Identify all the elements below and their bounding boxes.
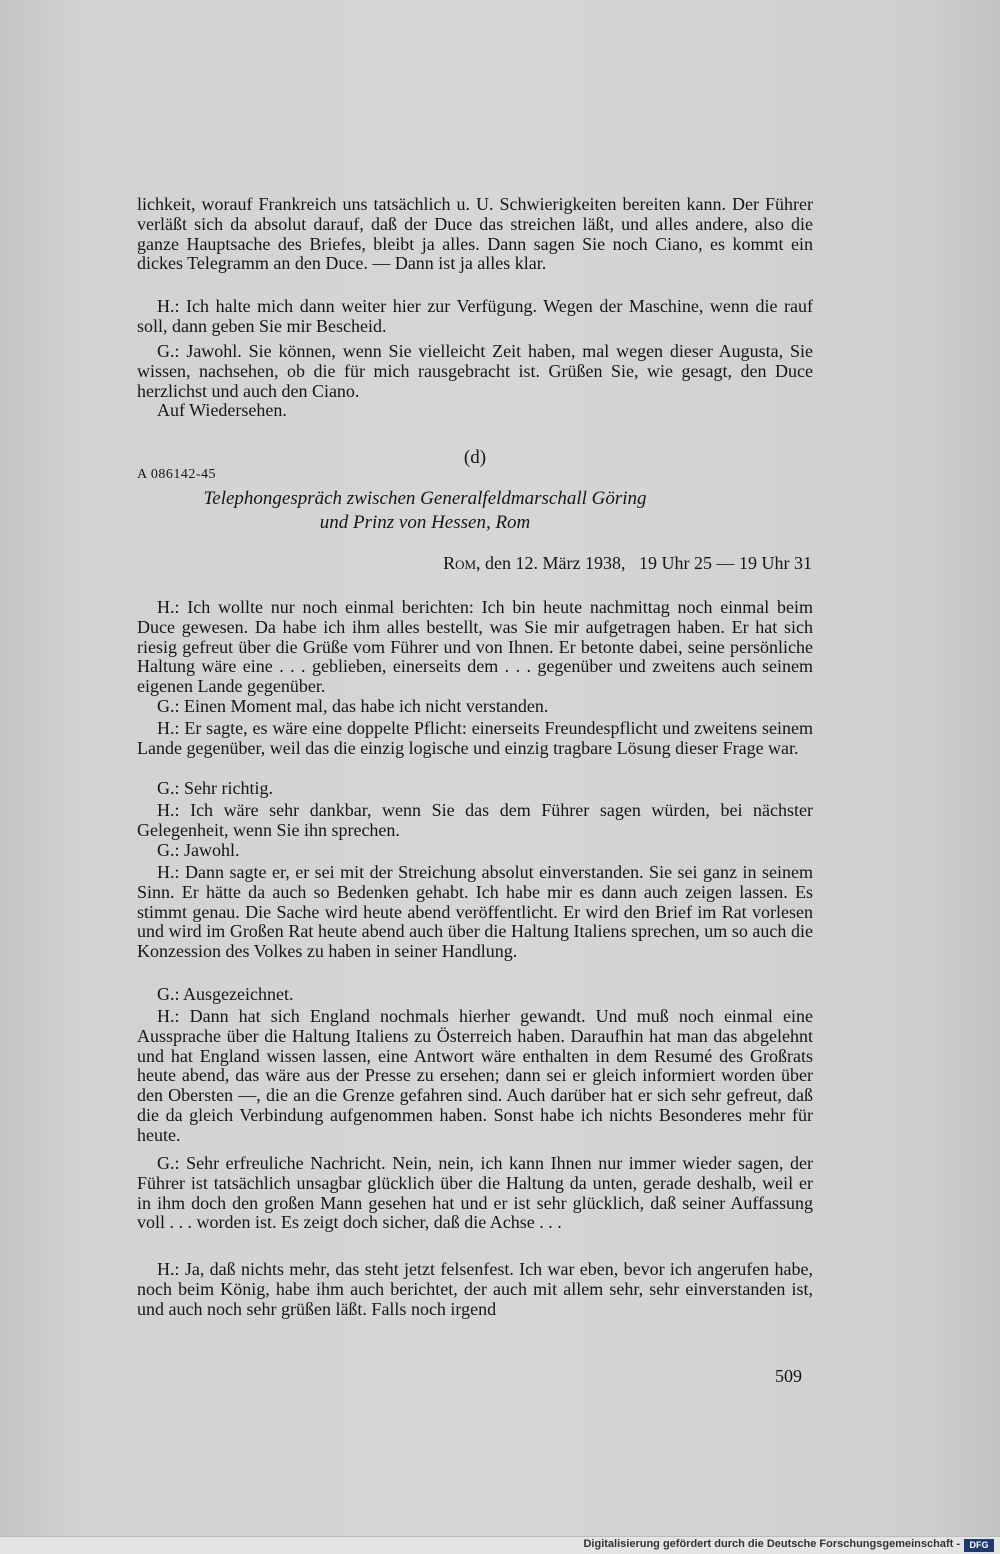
dateline-date-time: den 12. März 1938, 19 Uhr 25 — 19 Uhr 31	[480, 553, 812, 573]
digitization-footer	[0, 1536, 1000, 1554]
paragraph-dialogue: H.: Dann sagte er, er sei mit der Streichung absolut einverstanden. Sie sei ganz in seinem Sinn. Er hätte da auch so Bedenken gehabt. Ich habe mir es dann auch zeigen lassen. Es stimmt genau. Die Sache wird heute abend veröffentlicht. Er wird den Brief im Rat vorlesen und wird im Großen Rat heute abend auch über die Haltung Italiens sprechen, um so auch die Konzession des Volkes zu haben in seiner Handlung.	[137, 862, 813, 962]
title-line-1: Telephongespräch zwischen Generalfeldmarschall Göring	[203, 488, 647, 509]
title-line-2: und Prinz von Hessen, Rom	[319, 512, 531, 533]
paragraph-dialogue: H.: Ich wäre sehr dankbar, wenn Sie das dem Führer sagen würden, bei nächster Gelegenheit, wenn Sie ihn sprechen.	[137, 800, 813, 840]
paragraph-h-reply: H.: Ich halte mich dann weiter hier zur Verfügung. Wegen der Maschine, wenn die rauf soll, dann geben Sie mir Bescheid.	[137, 296, 813, 336]
dfg-logo-icon: DFG	[964, 1539, 994, 1552]
dateline	[443, 553, 812, 574]
paragraph-dialogue: G.: Jawohl.	[157, 840, 240, 860]
dateline-place: Rom,	[443, 553, 481, 573]
footer-credit: Digitalisierung gefördert durch die Deutsche Forschungsgemeinschaft -	[583, 1538, 960, 1550]
page-number: 509	[775, 1366, 802, 1386]
paragraph-continuation: lichkeit, worauf Frankreich uns tatsächlich u. U. Schwierigkeiten bereiten kann. Der Führer verläßt sich da absolut darauf, daß der Duce das streichen läßt, und alles andere, also die ganze Hauptsache des Briefes, bleibt ja alles. Dann sagen Sie noch Ciano, es kommt ein dickes Telegramm an den Duce. — Dann ist ja alles klar.	[137, 194, 813, 274]
paragraph-g-reply: G.: Jawohl. Sie können, wenn Sie vielleicht Zeit haben, mal wegen dieser Augusta, Sie wissen, nachsehen, ob die für mich rausgebracht ist. Grüßen Sie, wie gesagt, den Duce herzlichst und auch den Ciano.	[137, 341, 813, 401]
paragraph-dialogue: H.: Dann hat sich England nochmals hierher gewandt. Und muß noch einmal eine Aussprache über die Haltung Italiens zu Österreich haben. Daraufhin hat man das abgelehnt und hat England wissen lassen, eine Antwort wäre enthalten in dem Resumé des Großrats heute abend, das wäre aus der Presse zu ersehen; dann sei er gleich informiert worden über den Obersten —, die an die Grenze gefahren sind. Auch darüber hat er sich sehr gefreut, daß die da gleich Verbindung aufgenommen haben. Sonst habe ich nichts Besonderes mehr für heute.	[137, 1006, 813, 1145]
paragraph-farewell: Auf Wiedersehen.	[157, 400, 287, 420]
paragraph-dialogue: G.: Sehr erfreuliche Nachricht. Nein, nein, ich kann Ihnen nur immer wieder sagen, der Führer ist tatsächlich unsagbar glücklich über die Haltung da unten, gerade deshalb, weil er in ihm doch den großen Mann gesehen hat und er ist sehr glücklich, daß seiner Auffassung voll . . . worden ist. Es zeigt doch sicher, daß die Achse . . .	[137, 1153, 813, 1233]
paragraph-dialogue: H.: Er sagte, es wäre eine doppelte Pflicht: einerseits Freundespflicht und zweitens seinem Lande gegenüber, weil das die einzig logische und einzig tragbare Lösung dieser Frage war.	[137, 718, 813, 758]
paragraph-dialogue: H.: Ja, daß nichts mehr, das steht jetzt felsenfest. Ich war eben, bevor ich angerufen habe, noch beim König, habe ihm auch berichtet, der auch mit allem sehr, sehr einverstanden ist, und auch noch sehr grüßen läßt. Falls noch irgend	[137, 1259, 813, 1319]
document-label: A 086142-45	[137, 467, 216, 482]
section-letter: (d)	[463, 447, 487, 468]
paragraph-dialogue: G.: Einen Moment mal, das habe ich nicht verstanden.	[157, 696, 549, 716]
paragraph-dialogue: G.: Sehr richtig.	[157, 778, 273, 798]
paragraph-dialogue: H.: Ich wollte nur noch einmal berichten: Ich bin heute nachmittag noch einmal beim Duce gewesen. Da habe ich ihm alles bestellt, was Sie mir aufgetragen haben. Er hat sich riesig gefreut über die Grüße vom Führer und von Ihnen. Er betonte dabei, seine persönliche Haltung wäre eine . . . geblieben, einerseits dem . . . gegenüber und zweitens auch seinem eigenen Lande gegenüber.	[137, 597, 813, 697]
paragraph-dialogue: G.: Ausgezeichnet.	[157, 984, 294, 1004]
document-title	[0, 487, 850, 535]
